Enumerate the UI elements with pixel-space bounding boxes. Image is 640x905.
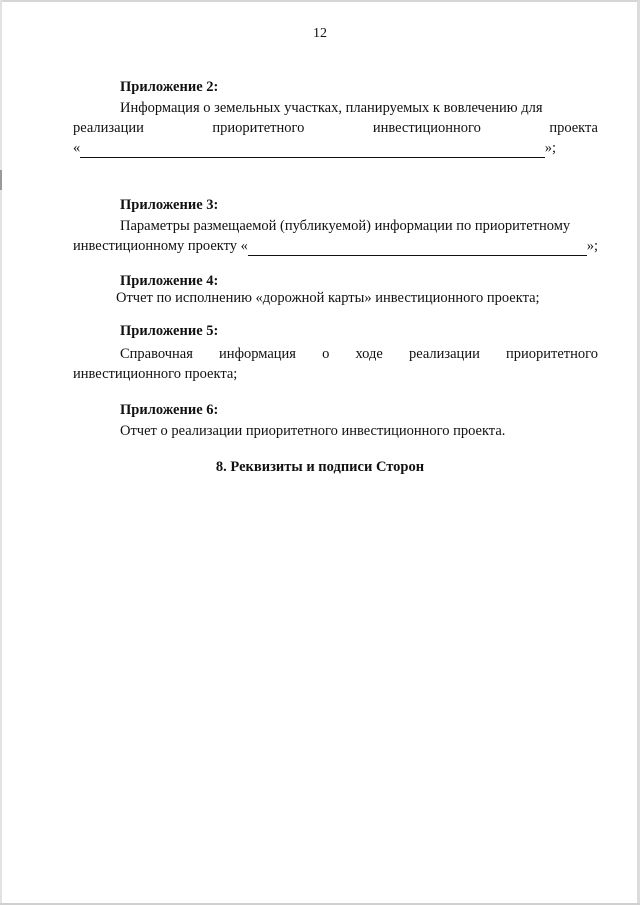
word: проекта: [549, 120, 598, 136]
appendix-4-line-1: Отчет по исполнению «дорожной карты» инвестиционного проекта;: [116, 290, 540, 306]
scan-edge-left: [0, 0, 2, 905]
appendix-5-heading: Приложение 5:: [120, 323, 219, 339]
appendix-4: [73, 272, 598, 308]
appendix-5-line-1: [73, 345, 598, 364]
word: реализации: [408, 346, 480, 362]
page-number: 12: [313, 26, 327, 41]
project-name-blank: [248, 241, 587, 256]
appendix-2: [73, 78, 598, 158]
word: информация: [219, 346, 296, 362]
appendix-2-line-1: Информация о земельных участках, планируемых к вовлечению для: [120, 100, 543, 116]
scan-edge-mark: [0, 170, 2, 190]
word: Справочная: [120, 346, 193, 362]
word: реализации: [73, 120, 144, 136]
appendix-2-line-2: [73, 119, 598, 138]
appendix-3-heading: Приложение 3:: [120, 197, 219, 213]
word: приоритетного: [212, 120, 305, 136]
appendix-2-heading: Приложение 2:: [120, 79, 219, 95]
close-quote: »;: [586, 238, 598, 254]
scan-edge-top: [0, 0, 640, 2]
appendix-2-blank-line: [73, 139, 598, 158]
appendix-5-line-2: инвестиционного проекта;: [73, 366, 238, 382]
project-name-blank: [80, 143, 544, 158]
word: инвестиционного: [372, 120, 481, 136]
appendix-3: [73, 196, 598, 256]
appendix-3-line-2-prefix: инвестиционному проекту «: [73, 238, 248, 254]
appendix-4-heading: Приложение 4:: [120, 273, 219, 289]
close-quote: »;: [544, 140, 556, 156]
appendix-5: [73, 322, 598, 384]
appendix-3-line-2: [73, 237, 598, 256]
appendix-6-heading: Приложение 6:: [120, 402, 219, 418]
open-quote: «: [73, 140, 81, 156]
appendix-6-line-1: Отчет о реализации приоритетного инвестиционного проекта.: [120, 423, 506, 439]
appendix-6: [73, 401, 598, 441]
section-8-title: 8. Реквизиты и подписи Сторон: [215, 459, 425, 475]
word: о: [322, 346, 330, 362]
appendix-3-line-1: Параметры размещаемой (публикуемой) информации по приоритетному: [120, 218, 571, 234]
word: ходе: [355, 346, 383, 362]
word: приоритетного: [505, 346, 598, 362]
